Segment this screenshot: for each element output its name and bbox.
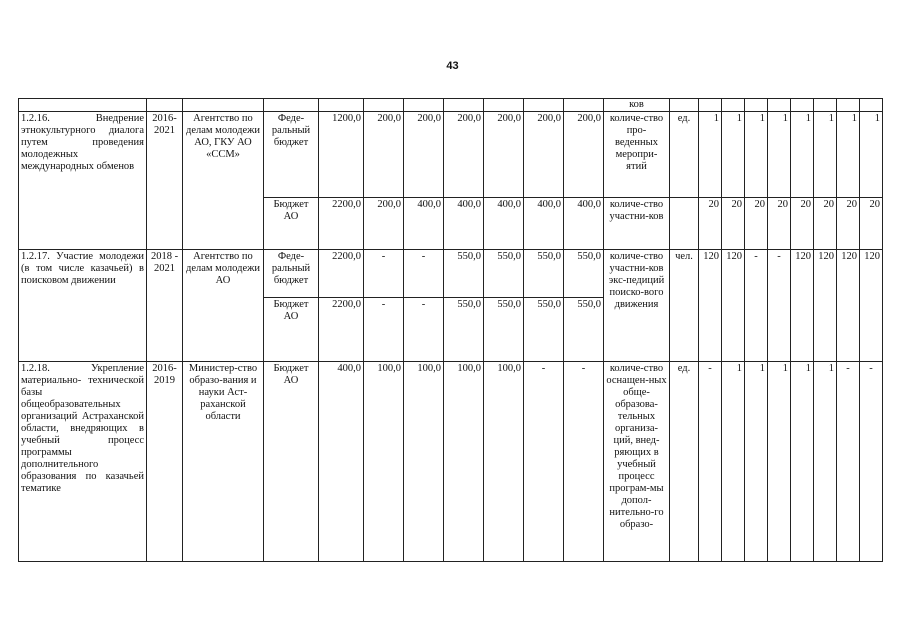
period-cell: 2016-2019 bbox=[147, 362, 183, 562]
indicator-value-cell: - bbox=[768, 250, 791, 362]
year-value-cell: - bbox=[364, 298, 404, 362]
indicator-value-cell: 1 bbox=[722, 362, 745, 562]
year-value-cell: - bbox=[364, 250, 404, 298]
indicator-value-cell: 1 bbox=[722, 112, 745, 198]
measure-id: 1.2.18. bbox=[21, 363, 50, 374]
indicator-value-cell: 1 bbox=[768, 362, 791, 562]
year-value-cell: 400,0 bbox=[444, 198, 484, 250]
indicator-value-cell: 1 bbox=[791, 112, 814, 198]
year-value-cell: 400,0 bbox=[564, 198, 604, 250]
year-value-cell: 400,0 bbox=[404, 198, 444, 250]
year-value-cell: - bbox=[524, 362, 564, 562]
year-value-cell: 100,0 bbox=[404, 362, 444, 562]
indicator-value-cell: - bbox=[745, 250, 768, 362]
funding-source-cell: Феде-ральный бюджет bbox=[264, 112, 319, 198]
total-cell: 400,0 bbox=[319, 362, 364, 562]
indicator-cell: количе-ство участни-ков bbox=[604, 198, 670, 250]
indicator-value-cell: 120 bbox=[837, 250, 860, 362]
year-value-cell: 550,0 bbox=[524, 250, 564, 298]
indicator-value-cell: 20 bbox=[722, 198, 745, 250]
indicator-value-cell: 20 bbox=[814, 198, 837, 250]
table-row bbox=[19, 112, 883, 198]
year-value-cell: - bbox=[564, 362, 604, 562]
total-cell: 1200,0 bbox=[319, 112, 364, 198]
unit-cell: чел. bbox=[670, 250, 699, 362]
year-value-cell: 550,0 bbox=[484, 298, 524, 362]
measure-text: Внедрение этнокультурного диалога путем проведения молодежных международных обменов bbox=[21, 113, 144, 172]
indicator-cell: ков bbox=[604, 99, 670, 112]
funding-source-cell: Бюджет АО bbox=[264, 298, 319, 362]
year-value-cell: 100,0 bbox=[444, 362, 484, 562]
unit-cell: ед. bbox=[670, 362, 699, 562]
period-cell: 2018 - 2021 bbox=[147, 250, 183, 362]
measure-cell bbox=[19, 362, 147, 562]
year-value-cell: 100,0 bbox=[484, 362, 524, 562]
indicator-value-cell: 20 bbox=[699, 198, 722, 250]
year-value-cell: 550,0 bbox=[564, 250, 604, 298]
indicator-value-cell: 1 bbox=[745, 112, 768, 198]
indicator-value-cell: 20 bbox=[768, 198, 791, 250]
indicator-value-cell: 1 bbox=[791, 362, 814, 562]
indicator-value-cell: 1 bbox=[745, 362, 768, 562]
measure-text: Участие молодежи (в том числе казачьей) в поисковом движении bbox=[21, 251, 144, 286]
year-value-cell: 200,0 bbox=[364, 198, 404, 250]
measure-text: Укрепление материально- технической базы общеобразовательных организаций Астраханской области, внедряющих в учебный процесс программы дополнительного образования по казачьей тематике bbox=[21, 363, 144, 494]
unit-cell: ед. bbox=[670, 112, 699, 198]
indicator-value-cell: 20 bbox=[837, 198, 860, 250]
year-value-cell: 200,0 bbox=[564, 112, 604, 198]
funding-source-cell: Бюджет АО bbox=[264, 362, 319, 562]
executor-cell: Агентство по делам молодежи АО, ГКУ АО «ССМ» bbox=[183, 112, 264, 250]
year-value-cell: 200,0 bbox=[484, 112, 524, 198]
indicator-value-cell: 120 bbox=[814, 250, 837, 362]
table-row-continuation bbox=[19, 99, 883, 112]
indicator-cell: количе-ство про-веденных меропри-ятий bbox=[604, 112, 670, 198]
program-table bbox=[18, 98, 883, 562]
year-value-cell: 550,0 bbox=[564, 298, 604, 362]
total-cell: 2200,0 bbox=[319, 298, 364, 362]
indicator-value-cell: 1 bbox=[860, 112, 883, 198]
indicator-value-cell: 20 bbox=[745, 198, 768, 250]
indicator-value-cell: 1 bbox=[814, 112, 837, 198]
year-value-cell: 550,0 bbox=[444, 250, 484, 298]
funding-source-cell: Бюджет АО bbox=[264, 198, 319, 250]
year-value-cell: - bbox=[404, 298, 444, 362]
year-value-cell: 550,0 bbox=[484, 250, 524, 298]
total-cell: 2200,0 bbox=[319, 198, 364, 250]
indicator-value-cell: 120 bbox=[860, 250, 883, 362]
year-value-cell: 100,0 bbox=[364, 362, 404, 562]
indicator-value-cell: 20 bbox=[791, 198, 814, 250]
indicator-value-cell: - bbox=[699, 362, 722, 562]
year-value-cell: 200,0 bbox=[364, 112, 404, 198]
funding-source-cell: Феде-ральный бюджет bbox=[264, 250, 319, 298]
year-value-cell: 400,0 bbox=[484, 198, 524, 250]
indicator-value-cell: 120 bbox=[699, 250, 722, 362]
executor-cell: Министер-ство образо-вания и науки Аст-раханской области bbox=[183, 362, 264, 562]
indicator-value-cell: 1 bbox=[768, 112, 791, 198]
indicator-value-cell: 1 bbox=[814, 362, 837, 562]
indicator-value-cell: 20 bbox=[860, 198, 883, 250]
year-value-cell: 550,0 bbox=[444, 298, 484, 362]
total-cell: 2200,0 bbox=[319, 250, 364, 298]
measure-id: 1.2.17. bbox=[21, 251, 50, 262]
year-value-cell: 550,0 bbox=[524, 298, 564, 362]
unit-cell bbox=[670, 198, 699, 250]
year-value-cell: 200,0 bbox=[404, 112, 444, 198]
table-row bbox=[19, 362, 883, 562]
indicator-value-cell: 120 bbox=[791, 250, 814, 362]
measure-cell bbox=[19, 250, 147, 362]
year-value-cell: - bbox=[404, 250, 444, 298]
indicator-value-cell: 1 bbox=[837, 112, 860, 198]
measure-cell bbox=[19, 112, 147, 250]
indicator-value-cell: 1 bbox=[699, 112, 722, 198]
indicator-value-cell: - bbox=[837, 362, 860, 562]
measure-id: 1.2.16. bbox=[21, 113, 50, 124]
indicator-cell: количе-ство оснащен-ных обще-образова-тельных организа-ций, внед-ряющих в учебный процесс програм-мы допол-нительно-го образо- bbox=[604, 362, 670, 562]
indicator-cell: количе-ство участни-ков экс-педиций поиско-вого движения bbox=[604, 250, 670, 362]
year-value-cell: 200,0 bbox=[444, 112, 484, 198]
indicator-value-cell: 120 bbox=[722, 250, 745, 362]
table-row bbox=[19, 250, 883, 298]
year-value-cell: 400,0 bbox=[524, 198, 564, 250]
year-value-cell: 200,0 bbox=[524, 112, 564, 198]
executor-cell: Агентство по делам молодежи АО bbox=[183, 250, 264, 362]
indicator-value-cell: - bbox=[860, 362, 883, 562]
period-cell: 2016-2021 bbox=[147, 112, 183, 250]
page-number: 43 bbox=[446, 60, 459, 72]
